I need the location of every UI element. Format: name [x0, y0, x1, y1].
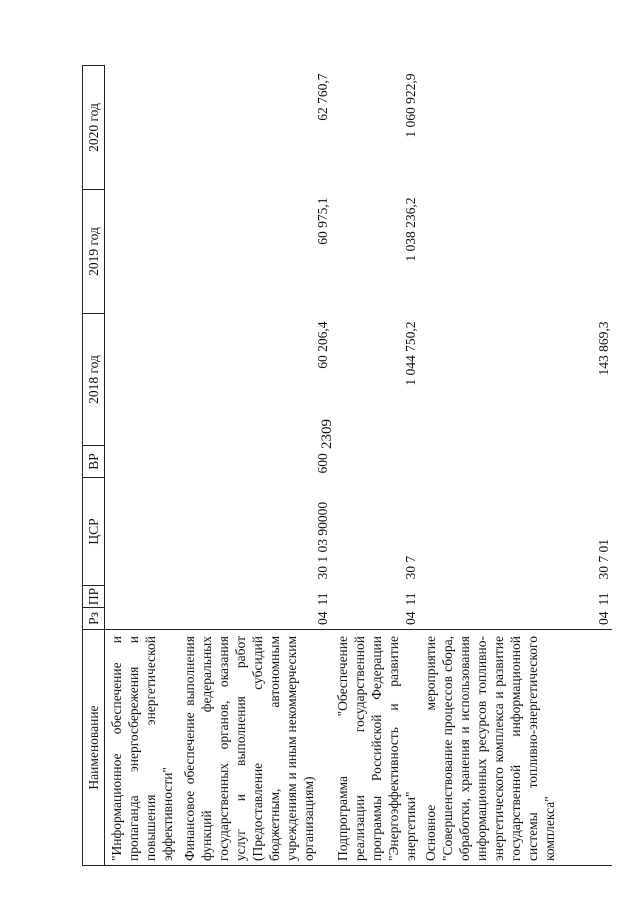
- row-2020: 62 760,7: [315, 73, 330, 121]
- row-2019: 1 038 236,2: [403, 197, 418, 262]
- header-pr: ПР: [83, 586, 105, 608]
- row-2018: [105, 314, 179, 446]
- row-rz: 04: [403, 611, 418, 625]
- row-name: Основное мероприятие "Совершенствование процессов сбора, обработки, хранения и использования информационных ресурсов топливно-энергетического комплекса и развитие государственной информационной системы топливно-энергетического комплекса": [423, 636, 557, 861]
- budget-table-region: [82, 66, 634, 866]
- row-name-cell: [105, 630, 179, 866]
- table-row: [331, 66, 419, 866]
- row-2019: [419, 190, 612, 314]
- header-rz: Рз: [83, 608, 105, 630]
- row-pr: [105, 586, 179, 608]
- row-name: Подпрограмма "Обеспечение реализации государственной программы Российской Федерации "Энергоэффективность и развитие энергетики": [335, 636, 418, 861]
- header-2020: 2020 год: [83, 66, 105, 190]
- row-vr: [419, 446, 612, 478]
- row-name: Финансовое обеспечение выполнения функций федеральных государственных органов, оказания услуг и выполнения работ (Предоставление субсидий бюджетным, автономным учреждениям и иным некоммерческим организациям): [182, 636, 316, 861]
- row-2020: [105, 66, 179, 190]
- header-vr: ВР: [83, 446, 105, 478]
- row-vr: 600: [315, 453, 330, 474]
- row-2020: 1 060 922,9: [403, 73, 418, 138]
- row-pr: 11: [596, 592, 611, 606]
- row-csr: [105, 478, 179, 586]
- row-name-cell: [331, 630, 419, 866]
- row-csr: 30 7 01: [596, 539, 611, 580]
- header-name: Наименование: [83, 630, 105, 866]
- row-2019: 60 975,1: [315, 197, 330, 245]
- table-row: [178, 66, 331, 866]
- row-name-cell: [178, 630, 331, 866]
- row-name: "Информационное обеспечение и пропаганда энергосбережения и повышения энергетической эффективности": [109, 636, 175, 861]
- row-pr: 11: [403, 592, 418, 606]
- row-name-cell: [419, 630, 612, 866]
- table-row: [419, 66, 612, 866]
- page-number: 2309: [319, 419, 335, 449]
- row-vr: [105, 446, 179, 478]
- table-row: [105, 66, 179, 866]
- row-csr: 30 1 03 90000: [315, 501, 330, 580]
- row-pr: 11: [315, 592, 330, 606]
- row-2018: 143 869,3: [596, 321, 611, 376]
- row-2018: 60 206,4: [315, 321, 330, 369]
- row-csr: 30 7: [403, 555, 418, 580]
- header-2018: 2018 год: [83, 314, 105, 446]
- table-header-row: [83, 66, 105, 866]
- row-2019: [105, 190, 179, 314]
- row-2020: [419, 66, 612, 190]
- budget-table: [82, 65, 612, 866]
- header-csr: ЦСР: [83, 478, 105, 586]
- row-rz: 04: [596, 611, 611, 625]
- row-vr: [331, 446, 419, 478]
- row-rz: [105, 608, 179, 630]
- row-rz: 04: [315, 611, 330, 625]
- header-2019: 2019 год: [83, 190, 105, 314]
- row-2018: 1 044 750,2: [403, 321, 418, 386]
